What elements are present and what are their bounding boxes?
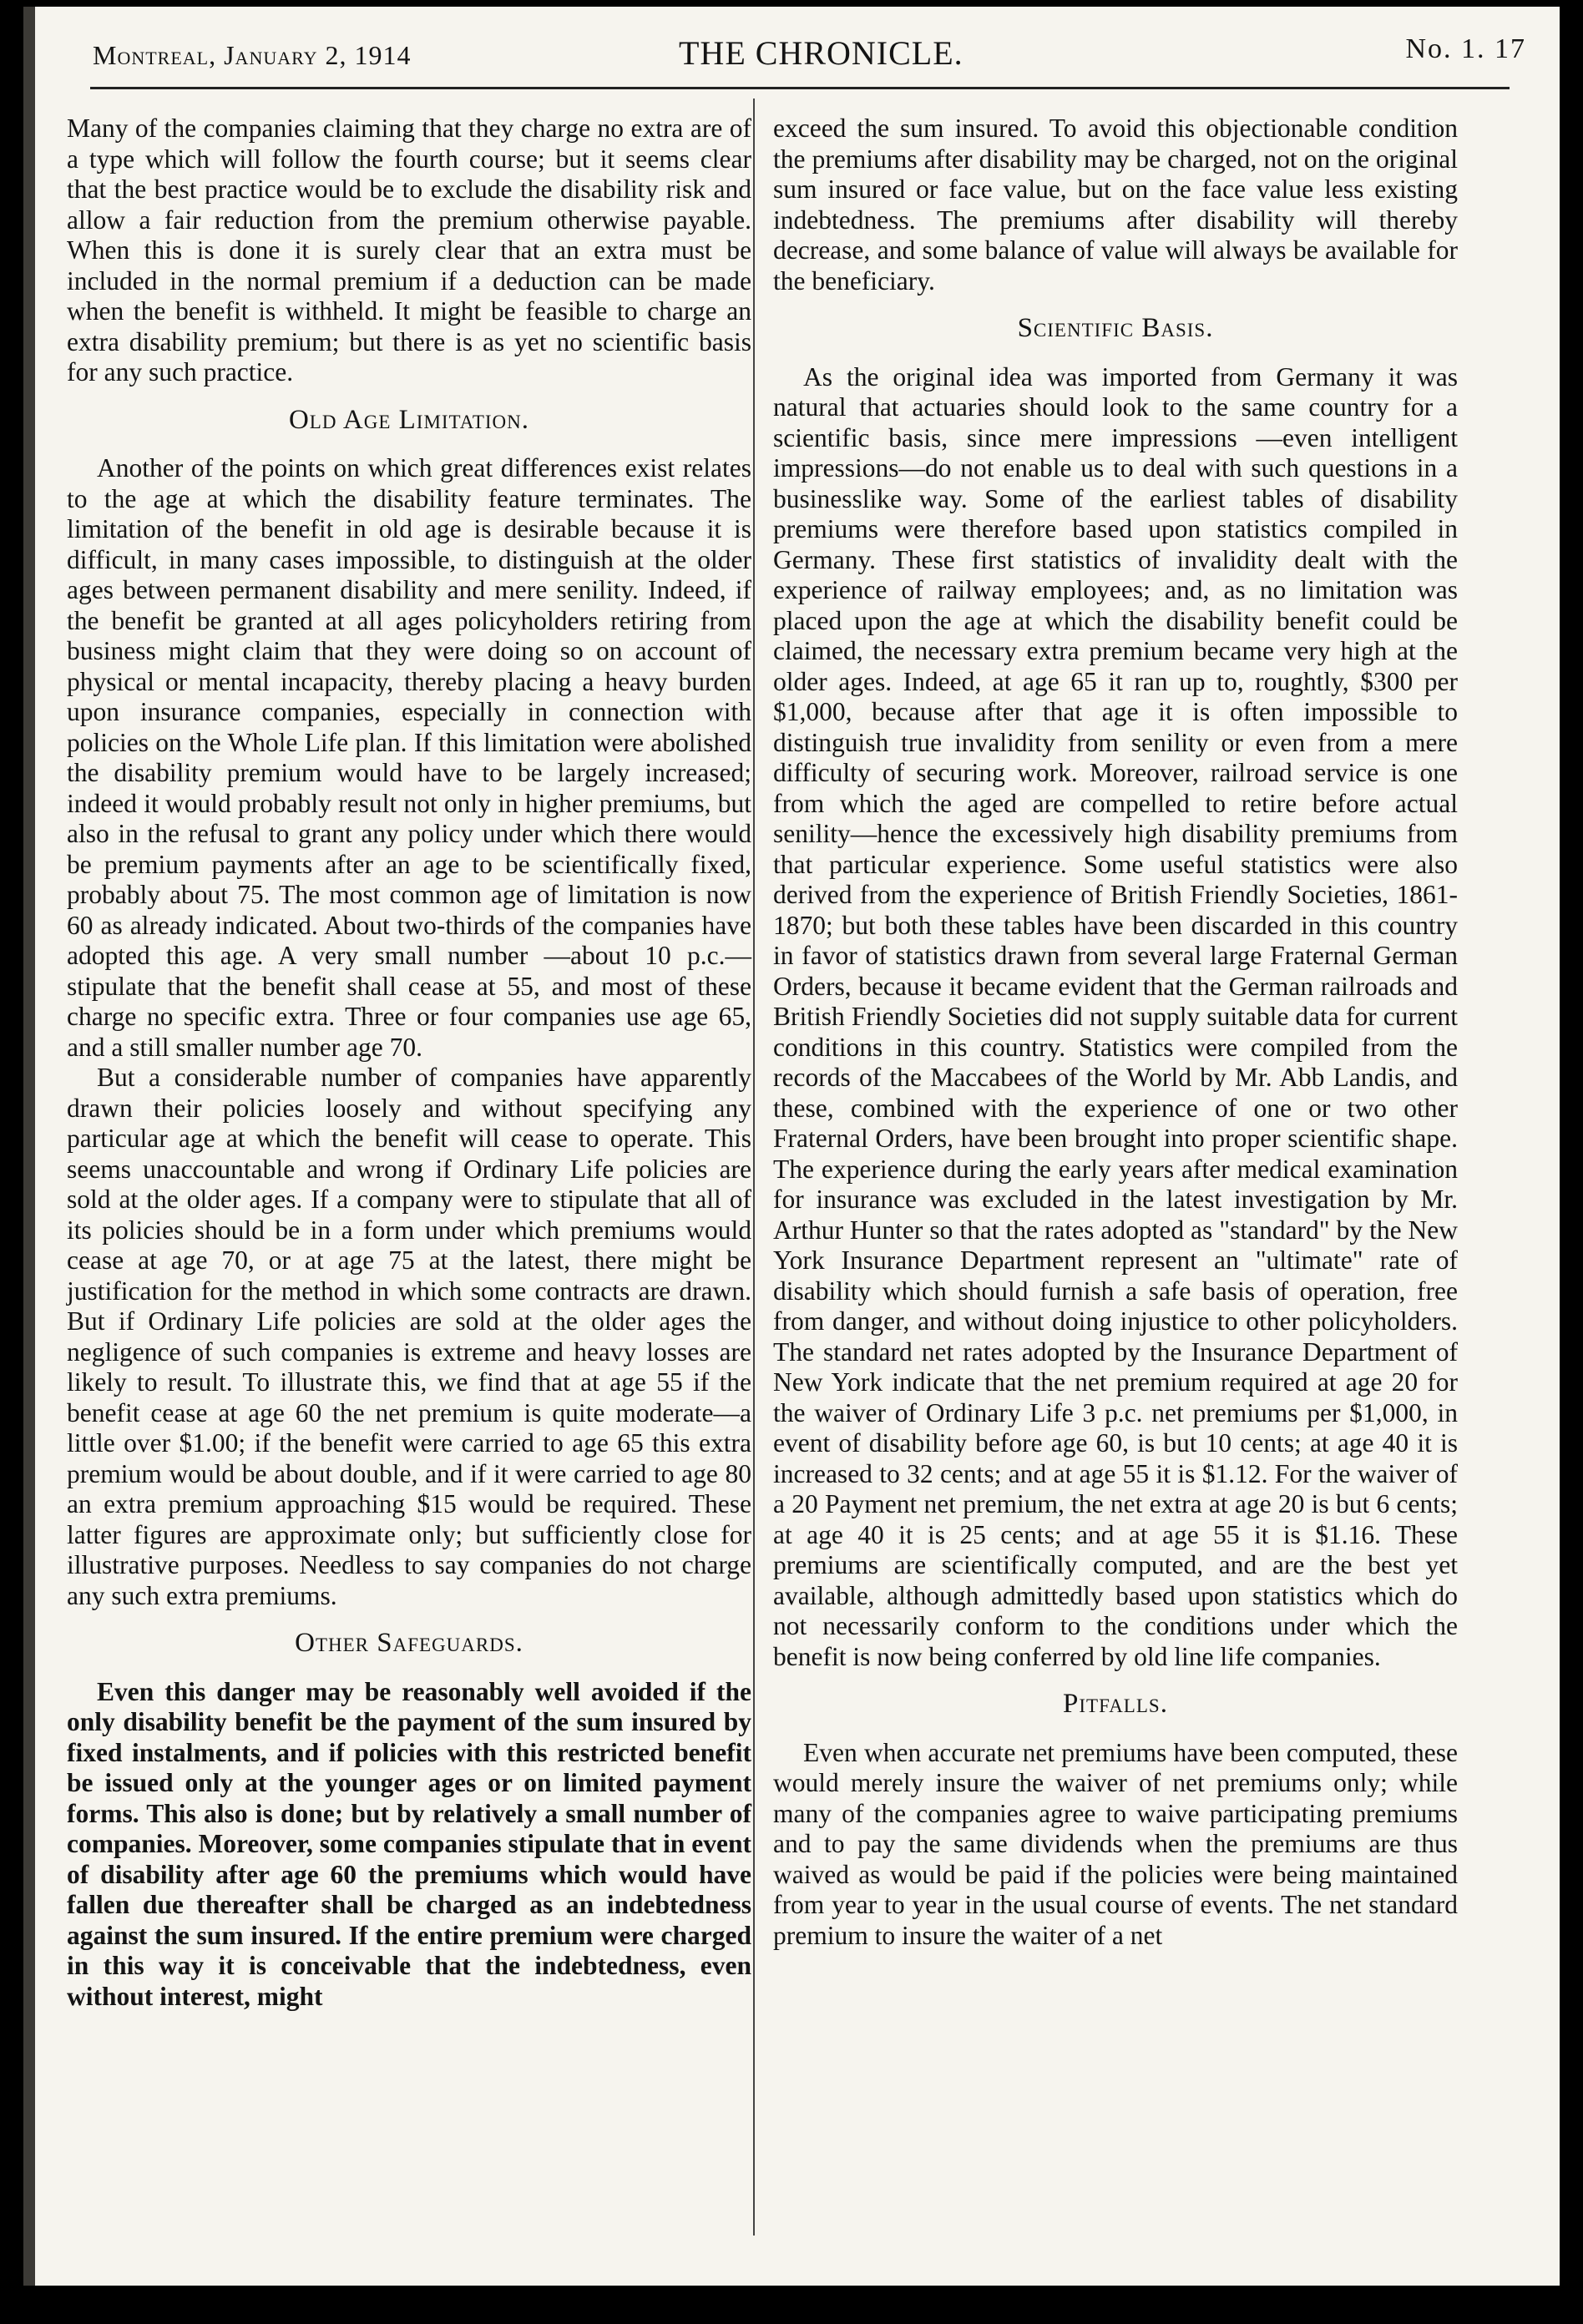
left-paragraph-3: But a considerable number of companies have apparently drawn their policies loosely and without specifying any particular age at which the benefit will cease to operate. This seems unaccountable and wrong if Ordinary Life policies are sold at the older ages. If a company were to stipulate that all of its policies should be in a form under which premiums would cease at age 70, or at age 75 at the latest, there might be justification for the method in which some contracts are drawn. But if Ordinary Life policies are sold at the older ages the negligence of such companies is extreme and heavy losses are likely to result. To illustrate this, we find that at age 55 if the benefit cease at age 60 the net premium is quite moderate—a little over $1.00; if the benefit were carried to age 65 this extra premium would be about double, and if it were carried to age 80 an extra premium approaching $15 would be required. These latter figures are approximate only; but sufficiently close for illustrative purposes. Needless to say companies do not charge any such extra premiums. (67, 1063, 751, 1610)
right-paragraph-2: As the original idea was imported from Germany it was natural that actuaries should look to the same country for a scientific basis, since mere impressions —even intelligent impressions—do not enable us to deal with such questions in a businesslike way. Some of the earliest tables of disability premiums were therefore based upon statistics compiled in Germany. These first statistics of invalidity dealt with the experience of railway employees; and, as no limitation was placed upon the age at which the disability benefit could be claimed, the necessary extra premium became very high at the older ages. Indeed, at age 65 it ran up to, roughtly, $300 per $1,000, because after that age it is often impossible to distinguish true invalidity from senility or even from a mere difficulty of securing work. Moreover, railroad service is one from which the aged are compelled to retire before actual senility—hence the excessively high disability premiums from that particular experience. Some useful statistics were also derived from the experience of British Friendly Societies, 1861-1870; but both these tables have been discarded in this country in favor of statistics drawn from several large Fraternal German Orders, because it became evident that the German railroads and British Friendly Societies did not supply suitable data for current conditions in this country. Statistics were compiled from the records of the Maccabees of the World by Mr. Abb Landis, and these, combined with the experience of one or two other Fraternal Orders, have been brought into proper scientific shape. The experience during the early years after medical examination for insurance was excluded in the latest investigation by Mr. Arthur Hunter so that the rates adopted as "standard" by the New York Insurance Department represent an "ultimate" rate of disability which should furnish a safe basis of operation, free from danger, and without doing injustice to other policyholders. The standard net rates adopted by the Insurance Department of New York indicate that the net premium required at age 20 for the waiver of Ordinary Life 3 p.c. net premiums per $1,000, in event of disability before age 60, is but 10 cents; at age 40 it is increased to 32 cents; and at age 55 it is $1.12. For the waiver of a 20 Payment net premium, the net extra at age 20 is but 6 cents; at age 40 it is 25 cents; and at age 55 it is $1.16. These premiums are scientifically computed, and are the best yet available, although admittedly based upon statistics which do not necessarily conform to the conditions under which the benefit is now being conferred by old line life companies. (773, 361, 1458, 1671)
heading-scientific-basis: Scientific Basis. (1017, 313, 1214, 343)
left-paragraph-4: Even this danger may be reasonably well avoided if the only disability benefit be the payment of the sum insured by fixed instalments, and if policies with this restricted benefit be issued only at the younger ages or on limited payment forms. This also is done; but by relatively a small number of companies. Moreover, some companies stipulate that in event of disability after age 60 the premiums which would have fallen due thereafter shall be charged as an indebtedness against the sum insured. If the entire premium were charged in this way it is conceivable that the indebtedness, even without interest, might (67, 1676, 751, 2011)
right-column (773, 114, 1458, 1951)
left-paragraph-1: Many of the companies claiming that they charge no extra are of a type which will follow the fourth course; but it seems clear that the best practice would be to exclude the disability risk and allow a fair reduction from the premium otherwise payable. When this is done it is surely clear that an extra must be included in the normal premium if a deduction can be made when the benefit is withheld. It might be feasible to charge an extra disability premium; but there is as yet no scientific basis for any such practice. (67, 114, 751, 386)
binding-edge (23, 7, 35, 2286)
left-column (67, 114, 751, 2012)
heading-old-age-limitation: Old Age Limitation. (288, 404, 530, 435)
left-paragraph-2: Another of the points on which great differences exist relates to the age at which the disability feature terminates. The limitation of the benefit in old age is desirable because it is difficult, in many cases impossible, to distinguish at the older ages between permanent disability and mere senility. Indeed, if the benefit be granted at all ages policyholders retiring from business might claim that they were doing so on account of physical or mental incapacity, thereby placing a heavy burden upon insurance companies, especially in connection with policies on the Whole Life plan. If this limitation were abolished the disability premium would have to be largely increased; indeed it would probably result not only in higher premiums, but also in the refusal to grant any policy under which there would be premium payments after an age to be scientifically fixed, probably about 75. The most common age of limitation is now 60 as already indicated. About two-thirds of the companies have adopted this age. A very small number —about 10 p.c.—stipulate that the benefit shall cease at 55, and most of these charge no specific extra. Three or four companies use age 65, and a still smaller number age 70. (67, 453, 751, 1062)
header-rule (90, 87, 1510, 89)
page-header (61, 25, 1526, 83)
header-dateline: Montreal, January 2, 1914 (93, 40, 412, 70)
heading-other-safeguards: Other Safeguards. (295, 1628, 523, 1658)
right-paragraph-1: exceed the sum insured. To avoid this objectionable condition the premiums after disability may be charged, not on the original sum insured or face value, but on the face value less existing indebtedness. The premiums after disability will thereby decrease, and some balance of value will always be available for the beneficiary. (773, 114, 1458, 296)
newspaper-page (23, 7, 1560, 2286)
header-issue-page: No. 1. 17 (1405, 33, 1526, 64)
right-paragraph-3: Even when accurate net premiums have been computed, these would merely insure the waiver of net premiums only; while many of the companies agree to waive participating premiums and to pay the same dividends when the premiums are thus waived as would be paid if the policies were being maintained from year to year in the usual course of events. The net standard premium to insure the waiter of a net (773, 1737, 1458, 1950)
header-publication-title: THE CHRONICLE. (679, 34, 963, 72)
heading-pitfalls: Pitfalls. (1063, 1689, 1168, 1719)
column-divider (753, 99, 755, 2236)
